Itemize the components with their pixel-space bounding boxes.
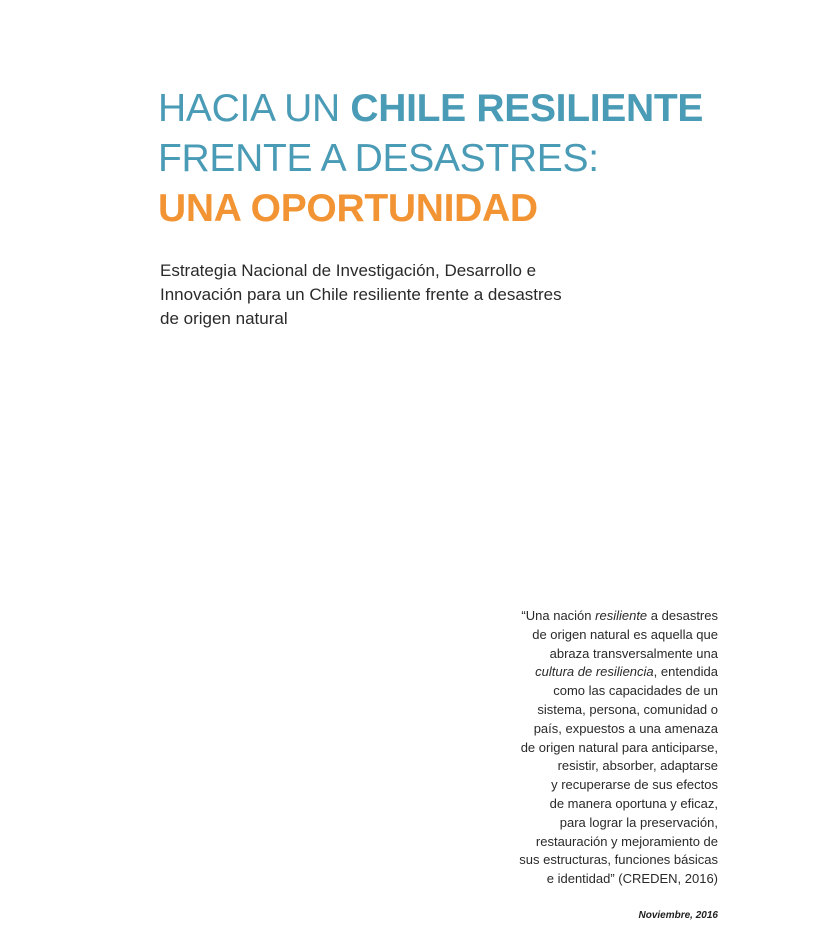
quote-line: restauración y mejoramiento de [535, 833, 718, 849]
title-line-3: UNA OPORTUNIDAD [158, 187, 538, 230]
document-subtitle [160, 259, 640, 331]
publication-date: Noviembre, 2016 [638, 910, 718, 921]
quote-text: a desastres [647, 608, 718, 623]
quote-text: , entendida [653, 664, 718, 680]
quote-text: “Una nación [521, 608, 596, 623]
title-line-1-light: HACIA UN [158, 87, 351, 130]
subtitle-line: Estrategia Nacional de Investigación, Desarrollo e [160, 261, 537, 280]
title-line-2: FRENTE A DESASTRES: [158, 137, 599, 180]
quote-line: y recuperarse de sus efectos [551, 777, 718, 793]
quote-emphasis-cultura: cultura de resiliencia [535, 664, 654, 680]
quote-line: sistema, persona, comunidad o [537, 701, 718, 717]
quote-line: país, expuestos a una amenaza [533, 720, 718, 736]
title-line-1-bold: CHILE RESILIENTE [350, 87, 704, 130]
quote-line: sus estructuras, funciones básicas [519, 852, 718, 868]
title-line-1 [158, 84, 703, 134]
quote-line: resistir, absorber, adaptarse [557, 758, 718, 774]
subtitle-line: de origen natural [160, 309, 288, 328]
quote-line: para lograr la preservación, [559, 814, 718, 830]
quote-line [428, 607, 718, 626]
quote-line: de manera oportuna y eficaz, [549, 795, 718, 811]
quote-line: de origen natural es aquella que [532, 626, 718, 642]
quote-line: como las capacidades de un [553, 683, 718, 699]
document-title [158, 84, 703, 234]
quote-line: de origen natural para anticiparse, [520, 739, 718, 755]
resilience-quote [428, 607, 718, 889]
quote-line: e identidad” (CREDEN, 2016) [546, 871, 718, 887]
quote-line [428, 663, 718, 682]
quote-emphasis-resiliente: resiliente [595, 608, 648, 623]
subtitle-line: Innovación para un Chile resiliente frente a desastres [160, 285, 562, 304]
quote-line: abraza transversalmente una [549, 645, 718, 661]
